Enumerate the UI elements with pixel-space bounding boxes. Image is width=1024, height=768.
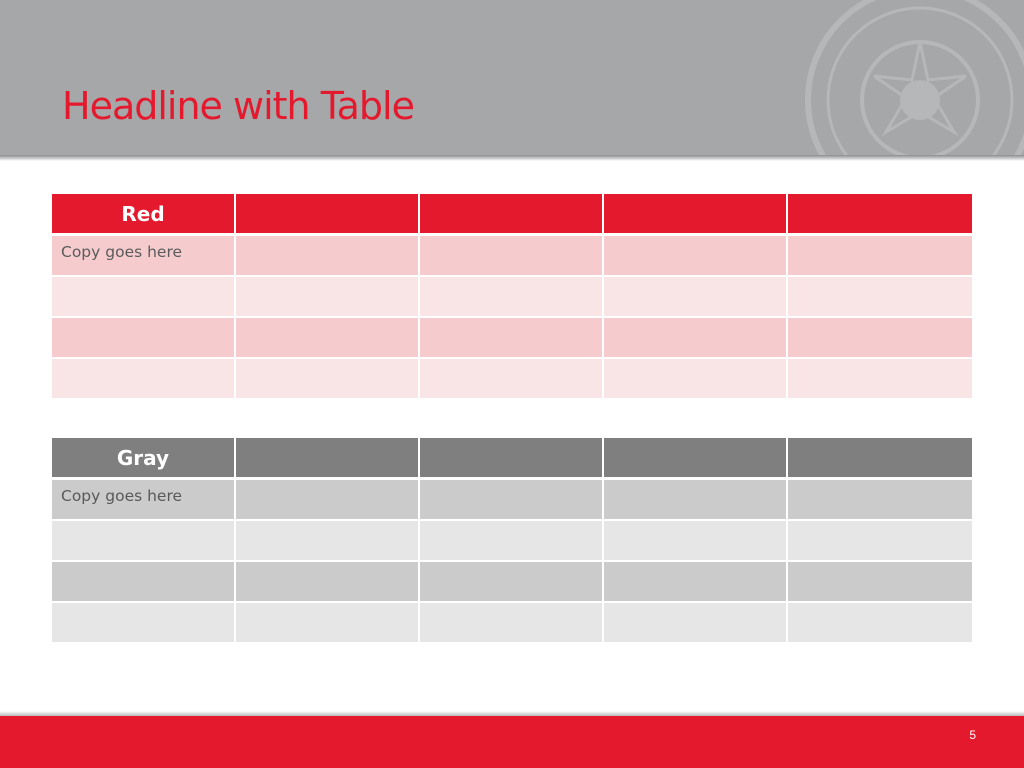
table-cell (604, 277, 788, 318)
gray-table (52, 438, 972, 644)
header-cell (604, 194, 788, 236)
table-cell (420, 236, 604, 277)
table-cell (52, 277, 236, 318)
table-cell (420, 603, 604, 644)
table-cell (52, 480, 236, 521)
table-header-row (52, 194, 972, 236)
header-cell (420, 438, 604, 480)
table-cell (604, 359, 788, 400)
table-cell (788, 318, 972, 359)
table-cell (52, 236, 236, 277)
table-cell (236, 236, 420, 277)
table-cell (788, 277, 972, 318)
table-row (52, 236, 972, 277)
header-cell: Gray (52, 438, 236, 480)
red-table (52, 194, 972, 400)
table-cell (604, 603, 788, 644)
table-cell (236, 521, 420, 562)
table-row (52, 277, 972, 318)
table-cell (788, 236, 972, 277)
table-row (52, 562, 972, 603)
table-cell (788, 603, 972, 644)
header-cell (788, 194, 972, 236)
header-band (0, 0, 1024, 155)
cell-copy: Copy goes here (61, 487, 183, 505)
table-cell (420, 359, 604, 400)
header-cell (236, 194, 420, 236)
table-cell (52, 603, 236, 644)
table-cell (236, 318, 420, 359)
header-cell (420, 194, 604, 236)
cell-copy: Copy goes here (61, 243, 183, 261)
table-row (52, 359, 972, 400)
table-cell (236, 603, 420, 644)
table-cell (236, 480, 420, 521)
table-row (52, 318, 972, 359)
footer-band (0, 716, 1024, 768)
table-cell (236, 562, 420, 603)
table-cell (420, 521, 604, 562)
table-cell (788, 359, 972, 400)
page-title: Headline with Table (62, 84, 414, 128)
header-cell (604, 438, 788, 480)
table-cell (52, 521, 236, 562)
table-row (52, 603, 972, 644)
table-header-row (52, 438, 972, 480)
table-cell (420, 277, 604, 318)
table-cell (52, 318, 236, 359)
header-cell (236, 438, 420, 480)
table-row (52, 521, 972, 562)
table-cell (420, 480, 604, 521)
header-cell (788, 438, 972, 480)
seal-watermark-icon (800, 0, 1024, 155)
table-cell (604, 562, 788, 603)
table-cell (788, 480, 972, 521)
table-cell (236, 277, 420, 318)
table-row (52, 480, 972, 521)
header-shadow (0, 155, 1024, 161)
page-number: 5 (969, 728, 976, 742)
table-cell (604, 521, 788, 562)
table-cell (420, 318, 604, 359)
table-cell (52, 562, 236, 603)
table-cell (604, 480, 788, 521)
table-cell (236, 359, 420, 400)
table-cell (604, 318, 788, 359)
table-cell (604, 236, 788, 277)
table-cell (788, 562, 972, 603)
table-cell (420, 562, 604, 603)
table-cell (788, 521, 972, 562)
header-cell: Red (52, 194, 236, 236)
table-cell (52, 359, 236, 400)
